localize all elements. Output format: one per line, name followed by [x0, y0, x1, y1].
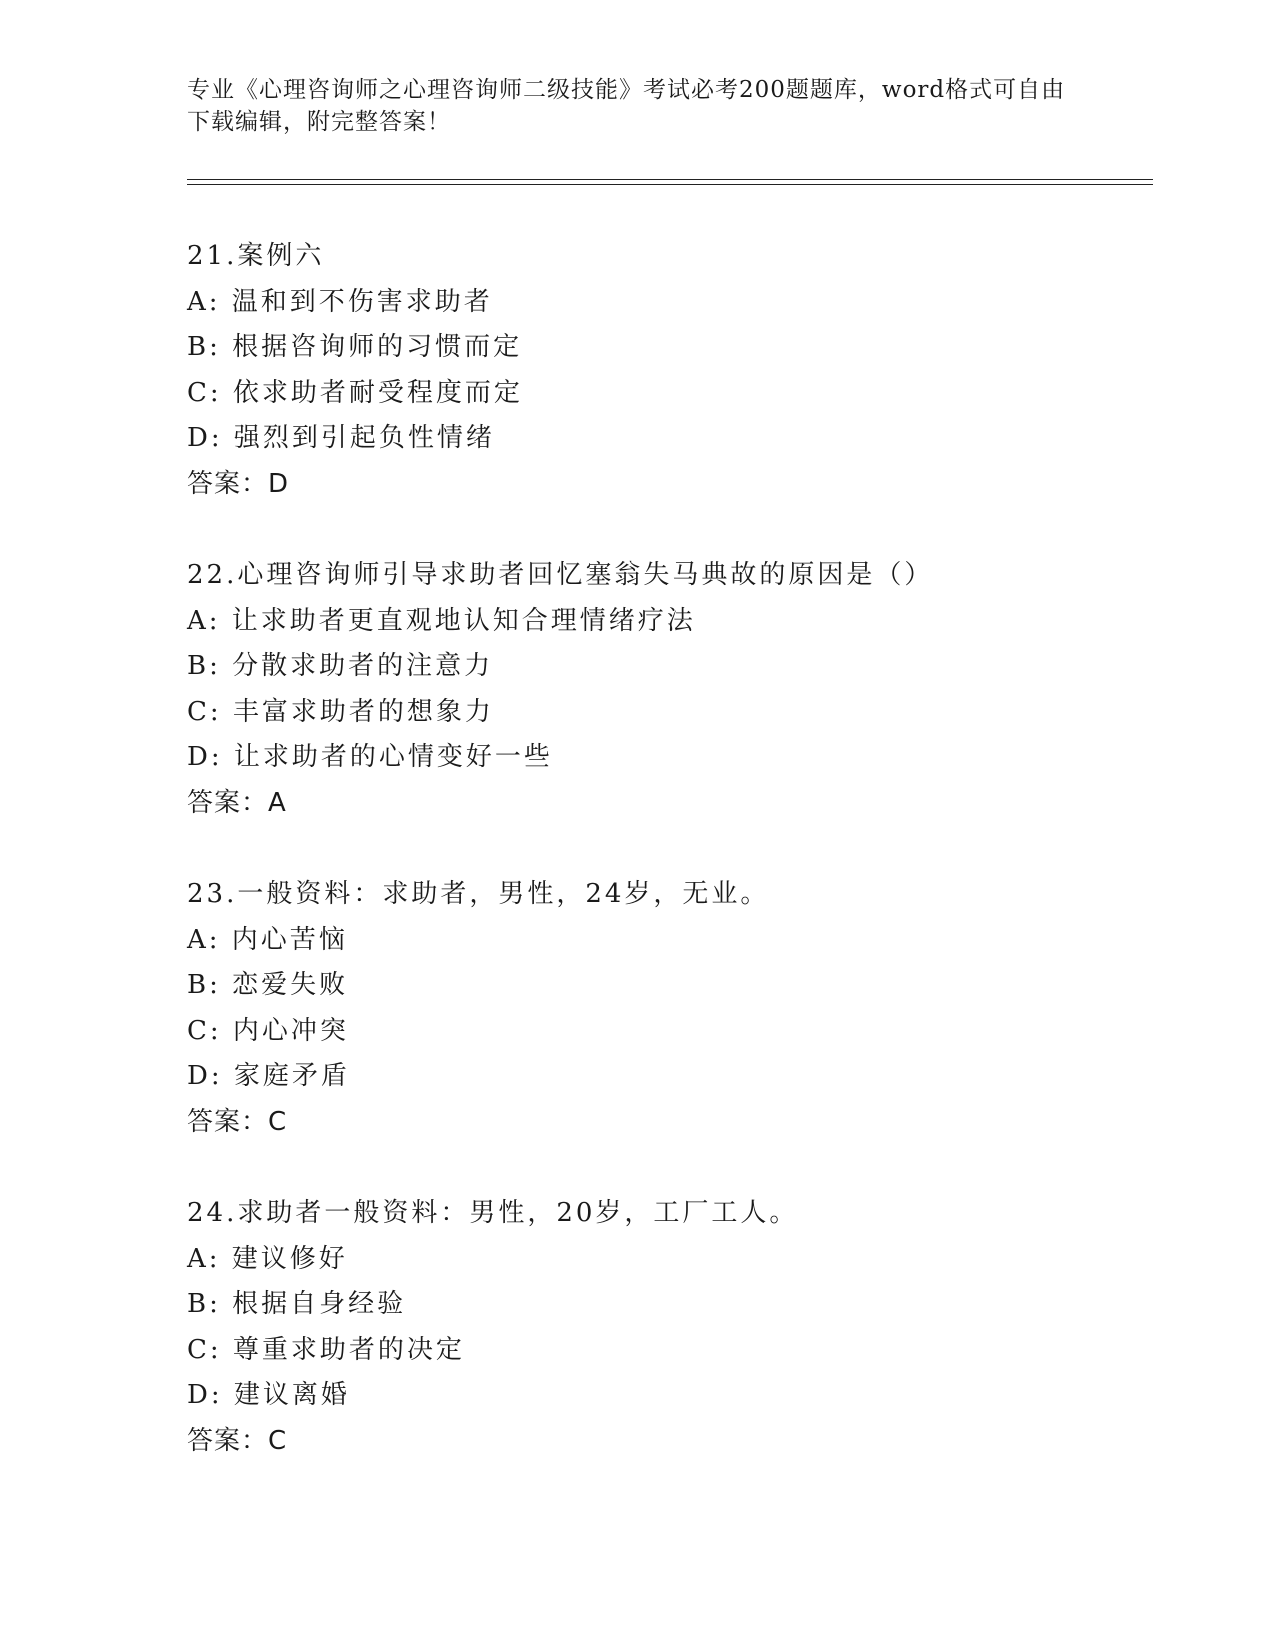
option-b: B: 根据咨询师的习惯而定 — [187, 332, 523, 362]
option-b: B: 根据自身经验 — [187, 1289, 407, 1319]
answer-label: 答案：C — [187, 1425, 288, 1456]
option-d: D: 让求助者的心情变好一些 — [187, 742, 553, 772]
document-header: 专业《心理咨询师之心理咨询师二级技能》考试必考200题题库，word格式可自由下载编辑，附完整答案！ — [187, 77, 1066, 135]
question-stem: 23.一般资料：求助者，男性，24岁，无业。 — [187, 879, 770, 909]
header-divider-bottom — [187, 184, 1153, 185]
option-a: A: 内心苦恼 — [187, 924, 348, 955]
question-list — [187, 234, 1153, 1510]
answer-label: 答案：D — [187, 468, 290, 499]
option-a: A: 让求助者更直观地认知合理情绪疗法 — [187, 605, 696, 636]
question-23 — [187, 872, 1153, 1145]
option-d: D: 家庭矛盾 — [187, 1061, 350, 1091]
option-c: C: 丰富求助者的想象力 — [187, 696, 494, 727]
answer-label: 答案：C — [187, 1106, 288, 1137]
question-22 — [187, 553, 1153, 826]
option-c: C: 依求助者耐受程度而定 — [187, 377, 523, 408]
option-c: C: 尊重求助者的决定 — [187, 1334, 465, 1365]
question-stem: 22.心理咨询师引导求助者回忆塞翁失马典故的原因是（） — [187, 560, 934, 590]
option-d: D: 建议离婚 — [187, 1380, 350, 1410]
question-24 — [187, 1191, 1153, 1464]
option-c: C: 内心冲突 — [187, 1015, 349, 1046]
header-divider-top — [187, 179, 1153, 180]
answer-label: 答案：A — [187, 787, 287, 818]
question-stem: 24.求助者一般资料：男性，20岁，工厂工人。 — [187, 1198, 799, 1228]
option-b: B: 恋爱失败 — [187, 970, 349, 1000]
question-21 — [187, 234, 1153, 507]
option-a: A: 温和到不伤害求助者 — [187, 286, 493, 317]
option-a: A: 建议修好 — [187, 1243, 348, 1274]
option-d: D: 强烈到引起负性情绪 — [187, 423, 495, 453]
question-stem: 21.案例六 — [187, 241, 325, 271]
option-b: B: 分散求助者的注意力 — [187, 651, 494, 681]
